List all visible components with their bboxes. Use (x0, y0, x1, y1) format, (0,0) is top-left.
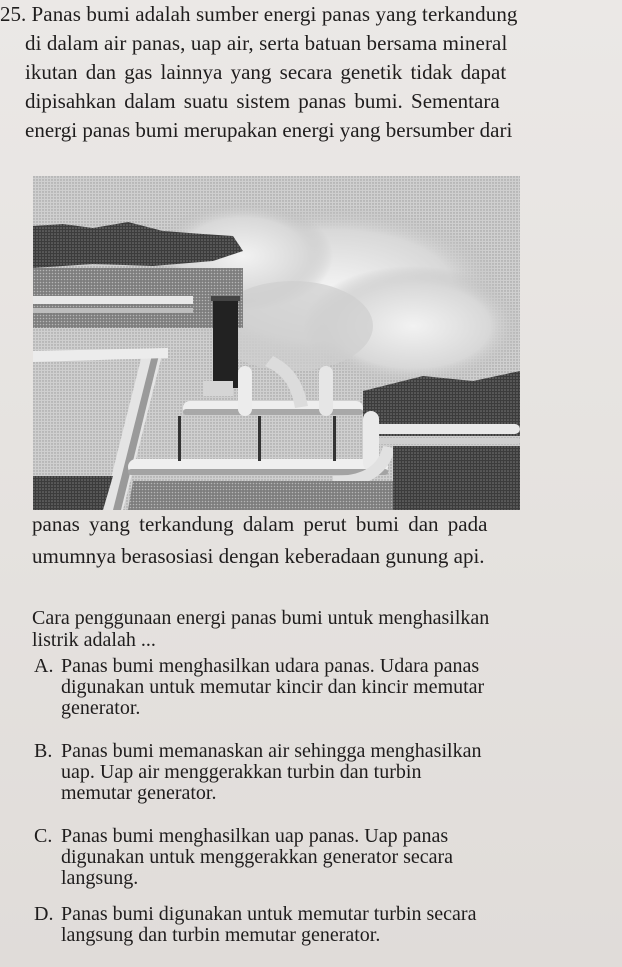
option-d-line-2: langsung dan turbin memutar generator. (61, 924, 381, 946)
question-text-line-1: Panas bumi adalah sumber energi panas yang terkandung (31, 2, 518, 26)
option-d-text (61, 904, 596, 946)
option-d-line-1: Panas bumi digunakan untuk memutar turbin secara (61, 903, 477, 925)
question-text-line-3: ikutan dan gas lainnya yang secara genetik tidak dapat (25, 60, 507, 84)
option-c-line-1: Panas bumi menghasilkan uap panas. Uap panas (61, 825, 449, 847)
question-text-line-7: umumnya berasosiasi dengan keberadaan gunung api. (32, 544, 485, 568)
ground-left (33, 476, 113, 510)
geothermal-plant-photo (33, 176, 520, 510)
option-c-letter: C. (34, 825, 53, 847)
question-line-1 (0, 0, 606, 28)
ground-center (128, 481, 413, 510)
option-b-line-2: uap. Uap air menggerakkan turbin dan turbin (61, 761, 422, 783)
question-text-line-4: dipisahkan dalam suatu sistem panas bumi. Sementara (25, 89, 500, 113)
option-a-line-1: Panas bumi menghasilkan udara panas. Udara panas (61, 655, 480, 677)
option-b-line-3: memutar generator. (61, 782, 217, 804)
question-text-line-2: di dalam air panas, uap air, serta batuan bersama mineral (25, 31, 508, 55)
option-c-line-3: langsung. (61, 867, 139, 889)
question-prompt-line-2: listrik adalah ... (32, 629, 156, 651)
option-b-line-1: Panas bumi memanaskan air sehingga menghasilkan (61, 740, 482, 762)
option-c-line-2: digunakan untuk menggerakkan generator secara (61, 846, 454, 868)
question-text-line-6: panas yang terkandung dalam perut bumi dan pada (32, 512, 488, 536)
option-d-letter: D. (34, 903, 54, 925)
option-b-text (61, 741, 596, 804)
option-a-letter: A. (34, 655, 54, 677)
option-c-text (61, 826, 596, 889)
question-text-line-5: energi panas bumi merupakan energi yang bersumber dari (25, 118, 513, 142)
option-a-line-2: digunakan untuk memutar kincir dan kincir memutar (61, 676, 485, 698)
question-number: 25. (0, 2, 27, 26)
ground-right (393, 446, 520, 510)
geothermal-plant-illustration (33, 176, 520, 510)
question-prompt-line-1: Cara penggunaan energi panas bumi untuk menghasilkan (32, 607, 490, 629)
option-b-letter: B. (34, 740, 53, 762)
option-a-text (61, 656, 596, 719)
option-a-line-3: generator. (61, 697, 141, 719)
